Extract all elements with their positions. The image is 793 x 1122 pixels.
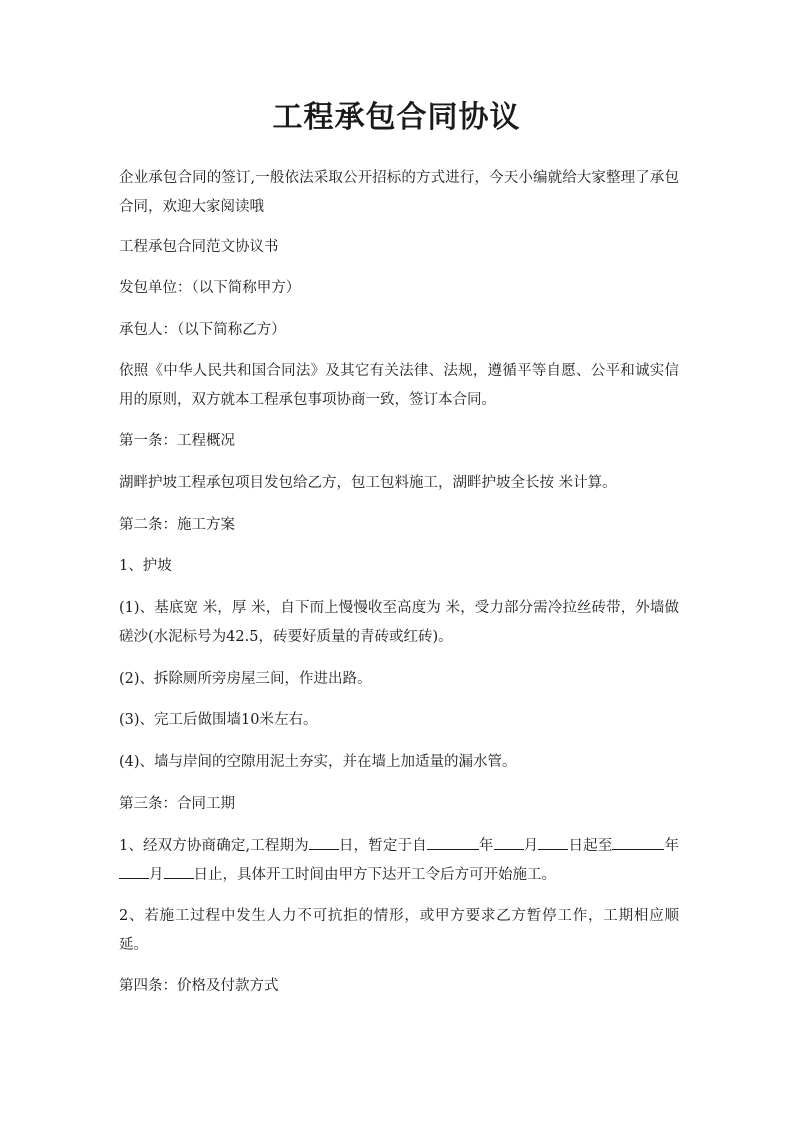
clause-3-item-2: 2、若施工过程中发生人力不可抗拒的情形，或甲方要求乙方暂停工作，工期相应顺延。 <box>119 908 679 953</box>
party-a-line: 发包单位：（以下简称甲方） <box>119 280 301 296</box>
clause-3-text-7: 月 <box>149 867 164 883</box>
clause-4-heading: 第四条：价格及付款方式 <box>119 978 279 994</box>
preamble-paragraph: 依照《中华人民共和国合同法》及其它有关法律、法规，遵循平等自愿、公平和诚实信用的原则，双方就本工程承包事项协商一致，签订本合同。 <box>119 363 679 408</box>
blank-end-year[interactable] <box>612 835 664 850</box>
clause-2-heading: 第二条：施工方案 <box>119 517 235 533</box>
document-title: 工程承包合同协议 <box>272 100 521 135</box>
clause-2-item-1-1: (1)、基底宽 米，厚 米，自下而上慢慢收至高度为 米，受力部分需冷拉丝砖带，外墙做磋沙(水泥标号为42.5，砖要好质量的青砖或红砖)。 <box>119 600 679 645</box>
clause-2-item-1-3: (3)、完工后做围墙10米左右。 <box>119 712 318 728</box>
blank-end-day[interactable] <box>164 864 194 879</box>
clause-3-text-4: 月 <box>523 838 539 854</box>
clause-3-text-1: 1、经双方协商确定,工程期为 <box>119 838 309 854</box>
intro-paragraph: 企业承包合同的签订,一般依法采取公开招标的方式进行，今天小编就给大家整理了承包合同，欢迎大家阅读哦 <box>119 170 679 215</box>
clause-2-item-1-4: (4)、墙与岸间的空隙用泥土夯实，并在墙上加适量的漏水管。 <box>119 754 517 770</box>
blank-start-day[interactable] <box>538 835 568 850</box>
clause-3-text-2: 日，暂定于自 <box>338 838 427 854</box>
blank-start-year[interactable] <box>427 835 479 850</box>
clause-3-text-8: 日止，具体开工时间由甲方下达开工令后方可开始施工。 <box>193 867 556 883</box>
clause-2-item-1-2: (2)、拆除厕所旁房屋三间，作进出路。 <box>119 671 372 687</box>
party-b-line: 承包人：（以下简称乙方） <box>119 322 286 338</box>
blank-days[interactable] <box>309 835 339 850</box>
clause-1-body: 湖畔护坡工程承包项目发包给乙方，包工包料施工，湖畔护坡全长按 米计算。 <box>119 475 617 491</box>
clause-2-item-1: 1、护坡 <box>119 558 172 574</box>
clause-3-item-1 <box>119 832 679 890</box>
clause-1-heading: 第一条：工程概况 <box>119 433 235 449</box>
clause-3-text-5: 日起至 <box>568 838 613 854</box>
blank-end-month[interactable] <box>119 864 149 879</box>
clause-3-text-3: 年 <box>478 838 494 854</box>
blank-start-month[interactable] <box>494 835 524 850</box>
clause-3-heading: 第三条：合同工期 <box>119 796 235 812</box>
sample-heading: 工程承包合同范文协议书 <box>119 239 279 255</box>
clause-3-text-6: 年 <box>664 838 680 854</box>
